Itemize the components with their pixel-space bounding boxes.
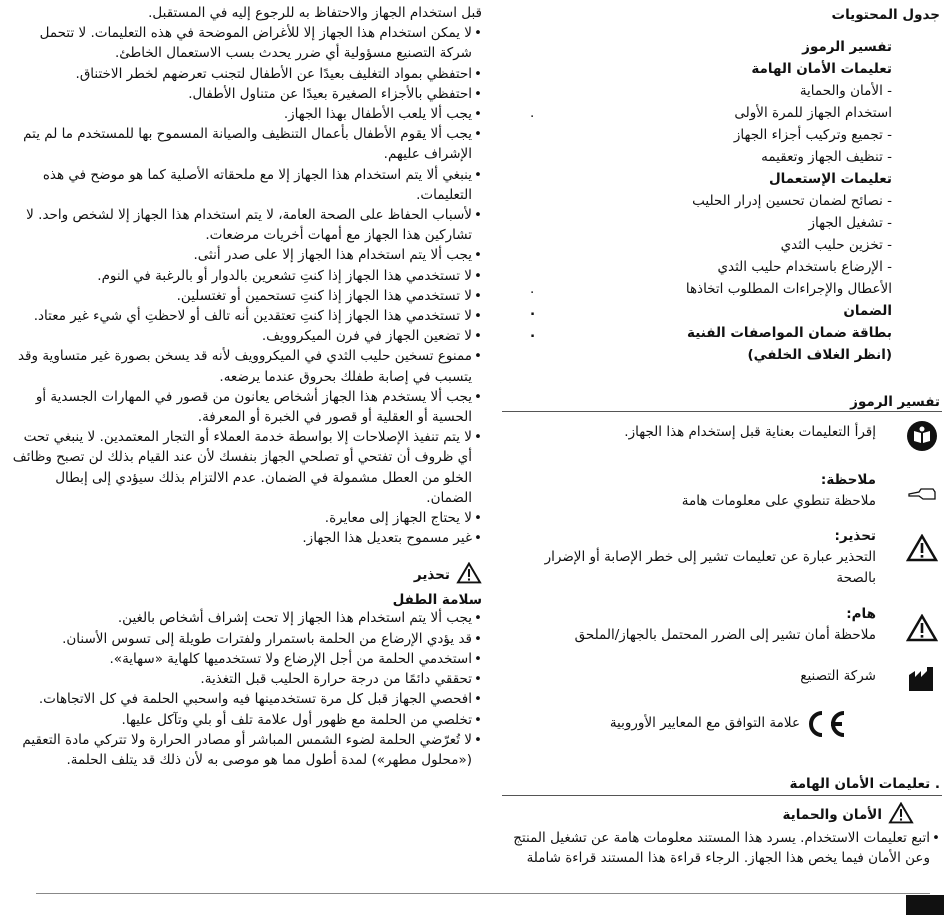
list-item: • يجب ألا يستخدم هذا الجهاز أشخاص يعانون من قصور في المهارات الجسدية أو الحسية أو العقلية أو قصور في الخبرة أو المعرفة. bbox=[10, 387, 482, 427]
divider bbox=[502, 411, 942, 412]
list-item: • غير مسموح بتعديل هذا الجهاز. bbox=[10, 528, 482, 548]
list-item: • استخدمي الحلمة من أجل الإرضاع ولا تستخدميها كلهاية «سهاية». bbox=[10, 649, 482, 669]
list-item: • تخلصي من الحلمة مع ظهور أول علامة تلف أو بلي وتآكل عليها. bbox=[10, 710, 482, 730]
toc-item: - الأمان والحماية bbox=[799, 83, 892, 99]
symbol-read-text: إقرأ التعليمات بعناية قبل إستخدام هذا الجهاز. bbox=[624, 424, 876, 440]
toc-item: تعليمات الإستعمال bbox=[768, 171, 892, 187]
read-instructions-icon bbox=[904, 418, 940, 454]
caution-heading: تحذير: bbox=[834, 528, 876, 544]
list-item: • يجب ألا يقوم الأطفال بأعمال التنظيف والصيانة المسموح بها للمستخدم ما لم يتم الإشراف عليهم. bbox=[10, 124, 482, 164]
safety-subheading-text: الأمان والحماية bbox=[782, 807, 882, 823]
list-item: • لا تضعين الجهاز في فرن الميكروويف. bbox=[10, 326, 482, 346]
toc-dot: . bbox=[530, 105, 535, 121]
note-heading: ملاحظة: bbox=[820, 472, 876, 488]
list-item: • لا يمكن استخدام هذا الجهاز إلا للأغراض الموضحة في هذه التعليمات. لا تتحمل شركة التصنيع مسؤولية أي ضرر يحدث بسب الاستعمال الخاطئ. bbox=[10, 23, 482, 63]
safety-list bbox=[504, 828, 940, 868]
toc-title: جدول المحتويات bbox=[831, 7, 940, 23]
toc-item: - تنظيف الجهاز وتعقيمه bbox=[761, 149, 892, 165]
list-item: • ينبغي ألا يتم استخدام هذا الجهاز إلا مع ملحقاته الأصلية كما هو موضح في هذه التعليمات. bbox=[10, 165, 482, 205]
safety-title: . تعليمات الأمان الهامة bbox=[789, 776, 940, 792]
list-item: • تحققي دائمًا من درجة حرارة الحليب قبل التغذية. bbox=[10, 669, 482, 689]
list-item: • يجب ألا يتم استخدام هذا الجهاز إلا على صدر أنثى. bbox=[10, 245, 482, 265]
important-heading: هام: bbox=[846, 606, 876, 622]
list-item: • يجب ألا يتم استخدام هذا الجهاز إلا تحت إشراف أشخاص بالغين. bbox=[10, 608, 482, 628]
toc-item: - تخزين حليب الثدي bbox=[780, 237, 892, 253]
child-safety-title: سلامة الطفل bbox=[392, 592, 482, 609]
list-item: • اتبع تعليمات الاستخدام. يسرد هذا المستند معلومات هامة عن تشغيل المنتج وعن الأمان فيما يخص هذا الجهاز. الرجاء قراءة هذا المستند قراءة شاملة bbox=[504, 828, 940, 868]
warning-triangle-icon bbox=[456, 562, 482, 588]
safety-rules-list bbox=[10, 3, 482, 548]
caution-text: التحذير عبارة عن تعليمات تشير إلى خطر الإصابة أو الإضرار بالصحة bbox=[544, 549, 876, 586]
warning-heading-text: تحذير bbox=[413, 567, 450, 584]
toc-item: بطاقة ضمان المواصفات الفنية . bbox=[552, 322, 892, 344]
symbols-title: تفسير الرموز bbox=[850, 394, 940, 410]
table-of-contents bbox=[530, 36, 892, 366]
list-item: • لأسباب الحفاظ على الصحة العامة، لا يتم استخدام هذا الجهاز إلا لشخص واحد. لا تشاركين هذا الجهاز مع أمهات أخريات مرضعات. bbox=[10, 205, 482, 245]
list-item: قبل استخدام الجهاز والاحتفاظ به للرجوع إليه في المستقبل. bbox=[148, 5, 482, 21]
safety-subheading bbox=[782, 802, 914, 828]
toc-item: - تجميع وتركيب أجزاء الجهاز bbox=[733, 127, 892, 143]
toc-item: استخدام الجهاز للمرة الأولى . bbox=[552, 102, 892, 124]
warning-triangle-icon bbox=[904, 530, 940, 566]
warning-triangle-icon bbox=[888, 802, 914, 828]
toc-item: تفسير الرموز bbox=[802, 39, 892, 55]
footer-divider bbox=[36, 893, 930, 894]
pointing-hand-icon bbox=[904, 476, 940, 512]
list-item: • لا تستخدمي هذا الجهاز إذا كنتِ تعتقدين أنه تالف أو لاحظتِ أي شيء غير معتاد. bbox=[10, 306, 482, 326]
page-number-box bbox=[906, 895, 944, 915]
list-item: • لا تستخدمي هذا الجهاز إذا كنتِ تستحمين أو تغتسلين. bbox=[10, 286, 482, 306]
important-text: ملاحظة أمان تشير إلى الضرر المحتمل بالجهاز/الملحق bbox=[574, 627, 876, 643]
toc-dot: . bbox=[530, 303, 536, 319]
toc-item: - الإرضاع باستخدام حليب الثدي bbox=[717, 259, 892, 275]
ce-mark-icon bbox=[802, 706, 848, 742]
toc-item: - نصائح لضمان تحسين إدرار الحليب bbox=[692, 193, 892, 209]
list-item: • لا تُعرّضي الحلمة لضوء الشمس المباشر أو مصادر الحرارة ولا تتركي مادة التعقيم («محلول مطهر») لمدة أطول مما هو موصى به لأن ذلك قد يتلف الحلمة. bbox=[10, 730, 482, 770]
list-item: • يجب ألا يلعب الأطفال بهذا الجهاز. bbox=[10, 104, 482, 124]
list-item: • قد يؤدي الإرضاع من الحلمة باستمرار ولفترات طويلة إلى تسوس الأسنان. bbox=[10, 629, 482, 649]
toc-item: الأعطال والإجراءات المطلوب اتخاذها . bbox=[552, 278, 892, 300]
list-item: • لا يتم تنفيذ الإصلاحات إلا بواسطة خدمة العملاء أو التجار المعتمدين. لا ينبغي تحت أي ظروف أن تفتحي أو تصلحي الجهاز بنفسك لأن عند القيام بذلك لن تصبح وظائف الخلو من العطل مشمولة في الضمان. عدم الالتزام بذلك سيؤدي إلى إبطال الضمان. bbox=[10, 427, 482, 508]
divider bbox=[502, 795, 942, 796]
manufacturer-icon bbox=[904, 662, 940, 698]
left-column bbox=[10, 3, 482, 770]
list-item: • ممنوع تسخين حليب الثدي في الميكروويف لأنه قد يسخن بصورة غير متساوية وقد يتسبب في إصابة طفلك بحروق عندما يرضعه. bbox=[10, 346, 482, 386]
toc-item: - تشغيل الجهاز bbox=[808, 215, 892, 231]
list-item: • لا يحتاج الجهاز إلى معايرة. bbox=[10, 508, 482, 528]
toc-item: الضمان . bbox=[552, 300, 892, 322]
list-item: • افحصي الجهاز قبل كل مرة تستخدمينها فيه واسحبي الحلمة في كل الاتجاهات. bbox=[10, 689, 482, 709]
ce-text: علامة التوافق مع المعايير الأوروبية bbox=[609, 715, 800, 731]
toc-dot: . bbox=[530, 281, 535, 297]
note-text: ملاحظة تنطوي على معلومات هامة bbox=[681, 493, 876, 509]
warning-triangle-icon bbox=[904, 610, 940, 646]
toc-item: تعليمات الأمان الهامة bbox=[751, 61, 892, 77]
warning-heading bbox=[10, 562, 482, 588]
manufacturer-text: شركة التصنيع bbox=[800, 668, 876, 684]
toc-item: (انظر الغلاف الخلفي) bbox=[747, 347, 892, 363]
list-item: • لا تستخدمي هذا الجهاز إذا كنتِ تشعرين بالدوار أو بالرغبة في النوم. bbox=[10, 266, 482, 286]
child-safety-list bbox=[10, 608, 482, 770]
list-item: • احتفظي بالأجزاء الصغيرة بعيدًا عن متناول الأطفال. bbox=[10, 84, 482, 104]
toc-dot: . bbox=[530, 325, 536, 341]
list-item: • احتفظي بمواد التغليف بعيدًا عن الأطفال لتجنب تعرضهم لخطر الاختناق. bbox=[10, 64, 482, 84]
